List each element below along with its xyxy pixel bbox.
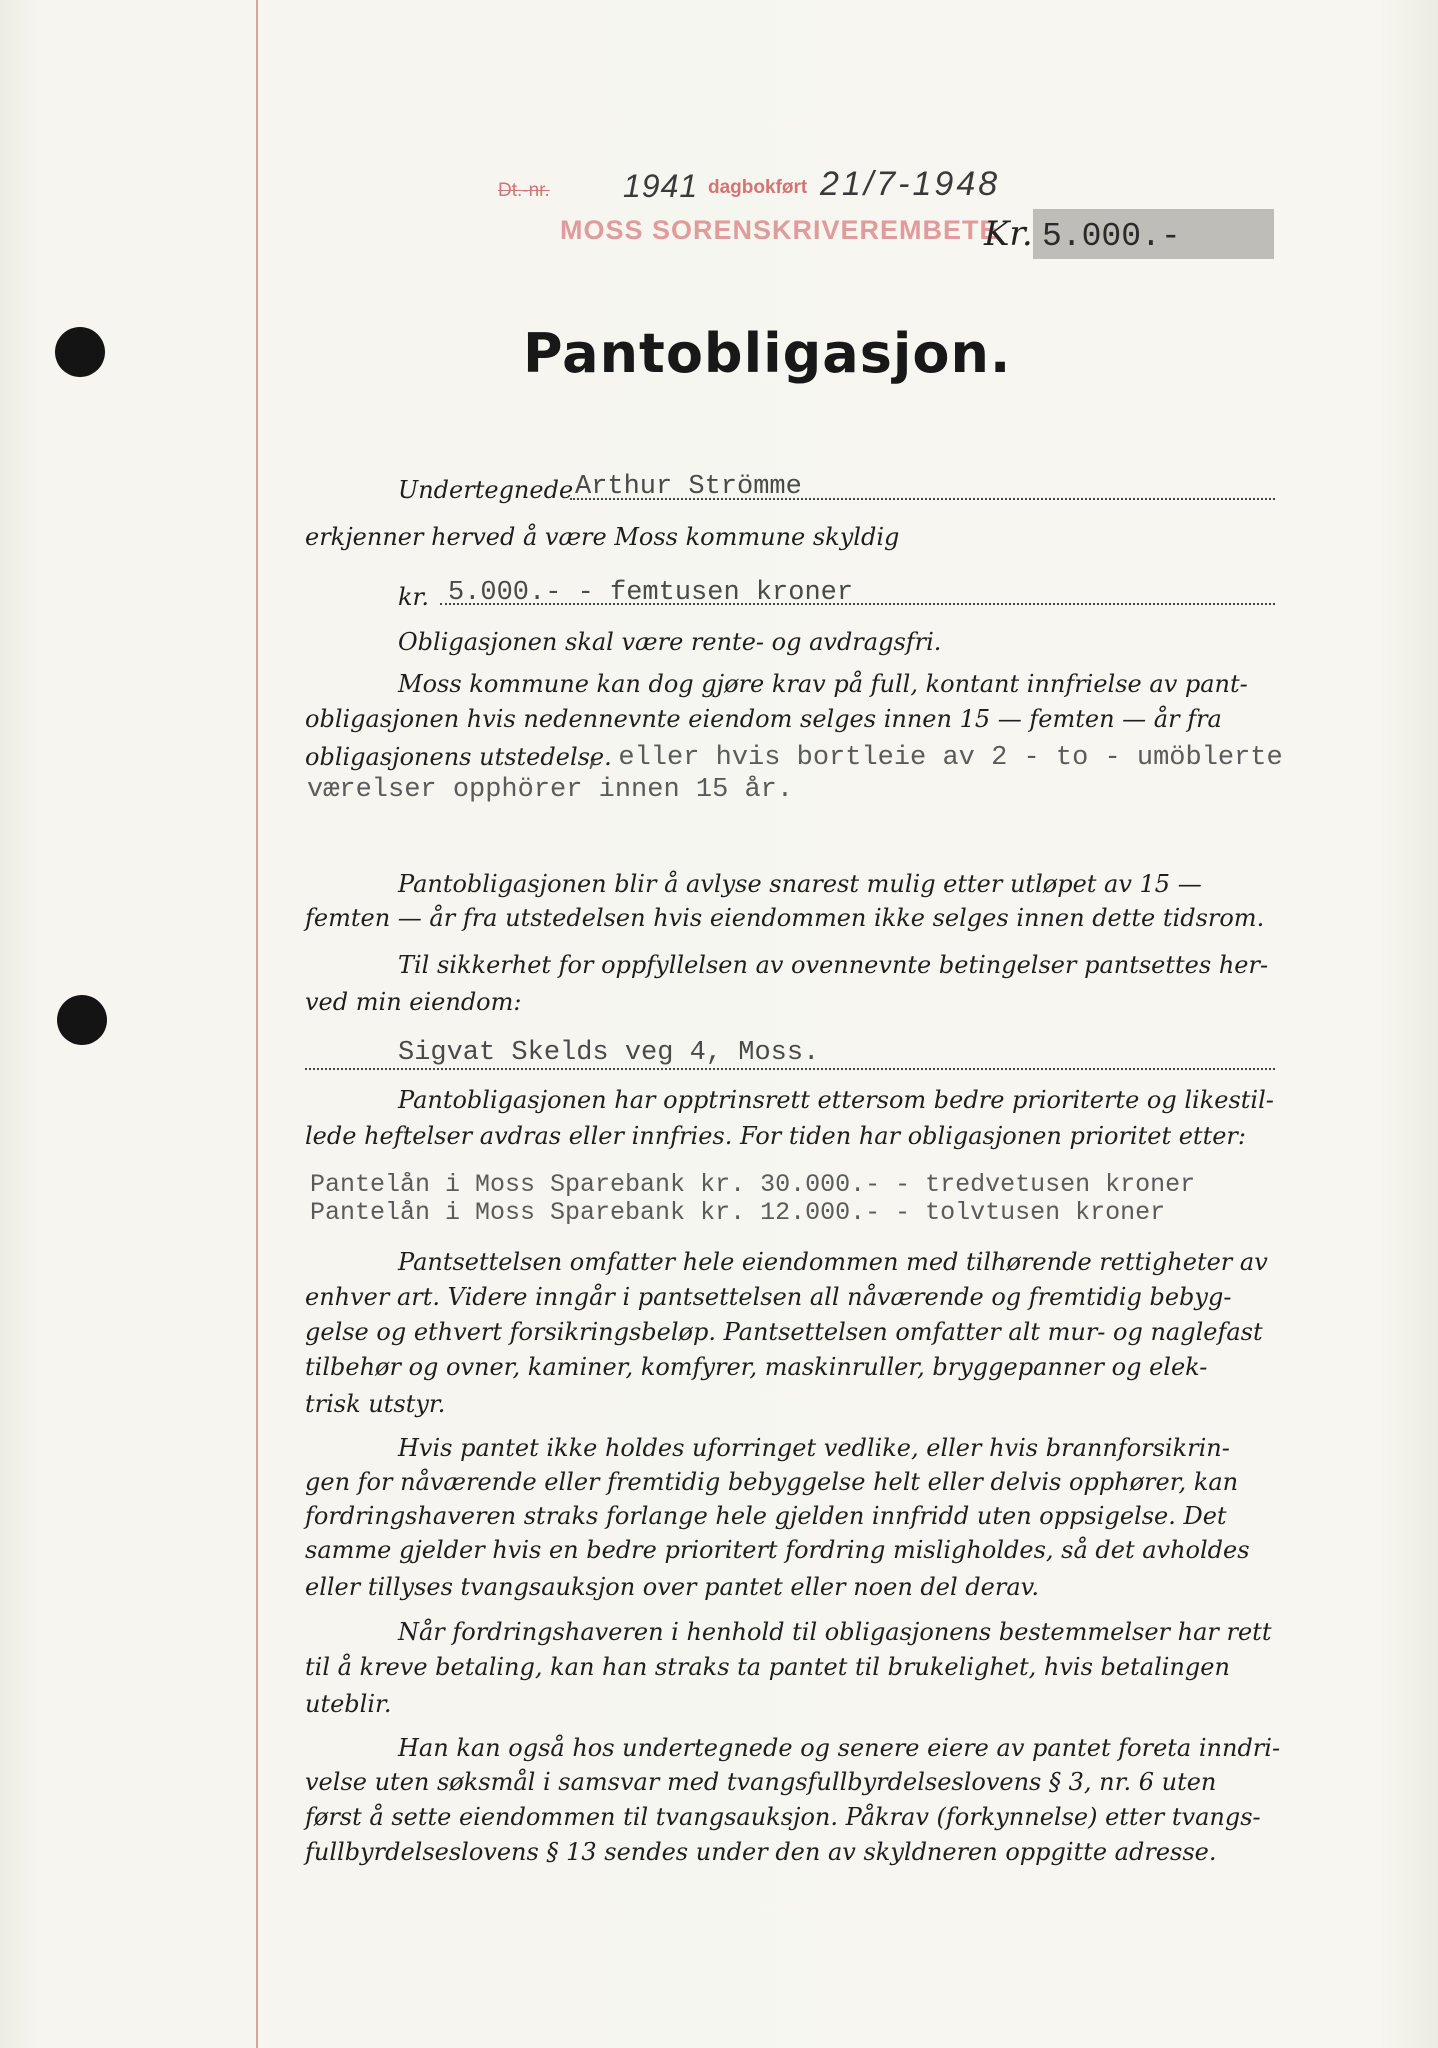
prior-loan-2: Pantelån i Moss Sparebank kr. 12.000.- - tolvtusen kroner	[310, 1198, 1166, 1227]
clause-7-line: gen for nåværende eller fremtidig bebyggelse helt eller delvis opphører, kan	[305, 1468, 1239, 1496]
header-prefix: Dt.-nr.	[498, 180, 550, 201]
clause-5-line-1: Pantobligasjonen har opptrinsrett ettersom bedre prioriterte og likestil-	[398, 1086, 1274, 1114]
margin-rule	[256, 0, 258, 2048]
clause-2-line-3: obligasjonens utstedelse.	[305, 743, 612, 771]
clause-2-line-2: obligasjonen hvis nedennevnte eiendom selges innen 15 — femten — år fra	[305, 705, 1222, 733]
clause-8-line: uteblir.	[305, 1690, 392, 1718]
clause-9-line: velse uten søksmål i samsvar med tvangsfullbyrdelseslovens § 3, nr. 6 uten	[305, 1768, 1217, 1796]
clause-2-line-1: Moss kommune kan dog gjøre krav på full, kontant innfrielse av pant-	[398, 670, 1248, 698]
acknowledge-text: erkjenner herved å være Moss kommune skyldig	[305, 523, 900, 551]
dagbokfort-label: dagbokført	[708, 177, 808, 198]
prior-loan-1: Pantelån i Moss Sparebank kr. 30.000.- - tredvetusen kroner	[310, 1170, 1196, 1199]
clause-6-line: trisk utstyr.	[305, 1390, 446, 1418]
entry-date: 21/7-1948	[820, 165, 1001, 203]
header-amount: 5.000.-	[1042, 218, 1181, 255]
clause-6-line: tilbehør og ovner, kaminer, komfyrer, maskinruller, bryggepanner og elek-	[305, 1353, 1208, 1381]
kr-text: kr.	[398, 583, 430, 611]
clause-6-line: Pantsettelsen omfatter hele eiendommen med tilhørende rettigheter av	[398, 1248, 1268, 1276]
clause-1: Obligasjonen skal være rente- og avdragsfri.	[398, 628, 942, 656]
clause-7-line: eller tillyses tvangsauksjon over pantet eller noen del derav.	[305, 1573, 1039, 1601]
entry-number: 1941	[623, 168, 699, 204]
property-underline	[305, 1068, 1275, 1070]
clause-7-line: samme gjelder hvis en bedre prioritert fordring misligholdes, så det avholdes	[305, 1536, 1250, 1564]
clause-9-line: Han kan også hos undertegnede og senere eiere av pantet foreta inndri-	[398, 1734, 1281, 1762]
clause-6-line: gelse og ethvert forsikringsbeløp. Pantsettelsen omfatter alt mur- og naglefast	[305, 1318, 1263, 1346]
clause-7-line: Hvis pantet ikke holdes uforringet vedlike, eller hvis brannforsikrin-	[398, 1434, 1230, 1462]
typed-addition-2: værelser opphörer innen 15 år.	[307, 775, 794, 805]
clause-9-line: først å sette eiendommen til tvangsauksjon. Påkrav (forkynnelse) etter tvangs-	[305, 1803, 1261, 1831]
clause-4-line-1: Til sikkerhet for oppfyllelsen av ovennevnte betingelser pantsettes her-	[398, 951, 1269, 979]
amount-underline	[440, 603, 1275, 605]
clause-7-line: fordringshaveren straks forlange hele gjelden innfridd uten oppsigelse. Det	[305, 1502, 1227, 1530]
clause-9-line: fullbyrdelseslovens § 13 sendes under den av skyldneren oppgitte adresse.	[305, 1838, 1217, 1866]
punch-hole	[55, 327, 105, 377]
clause-8-line: til å kreve betaling, kan han straks ta pantet til brukelighet, hvis betalingen	[305, 1653, 1230, 1681]
clause-5-line-2: lede heftelser avdras eller innfries. For tiden har obligasjonen prioritet etter:	[305, 1122, 1246, 1150]
clause-8-line: Når fordringshaveren i henhold til obligasjonens bestemmelser har rett	[398, 1618, 1272, 1646]
debtor-name: Arthur Strömme	[575, 472, 802, 502]
punch-hole	[57, 995, 107, 1045]
clause-4-line-2: ved min eiendom:	[305, 988, 522, 1016]
clause-3-line-1: Pantobligasjonen blir å avlyse snarest mulig etter utløpet av 15 —	[398, 870, 1202, 898]
name-underline	[570, 498, 1275, 500]
debt-amount: 5.000.- - femtusen kroner	[448, 578, 854, 608]
undertegnede-label: Undertegnede	[398, 476, 574, 504]
clause-6-line: enhver art. Videre inngår i pantsettelsen all nåværende og fremtidig bebyg-	[305, 1283, 1232, 1311]
clause-3-line-2: femten — år fra utstedelsen hvis eiendommen ikke selges innen dette tidsrom.	[305, 904, 1265, 932]
court-stamp: MOSS SORENSKRIVEREMBETE	[560, 215, 999, 245]
typed-addition-1: , eller hvis bortleie av 2 - to - umöblerte	[586, 743, 1283, 773]
property-address: Sigvat Skelds veg 4, Moss.	[398, 1038, 820, 1068]
kr-label: Kr.	[984, 214, 1033, 254]
document-title: Pantobligasjon.	[523, 322, 1012, 385]
